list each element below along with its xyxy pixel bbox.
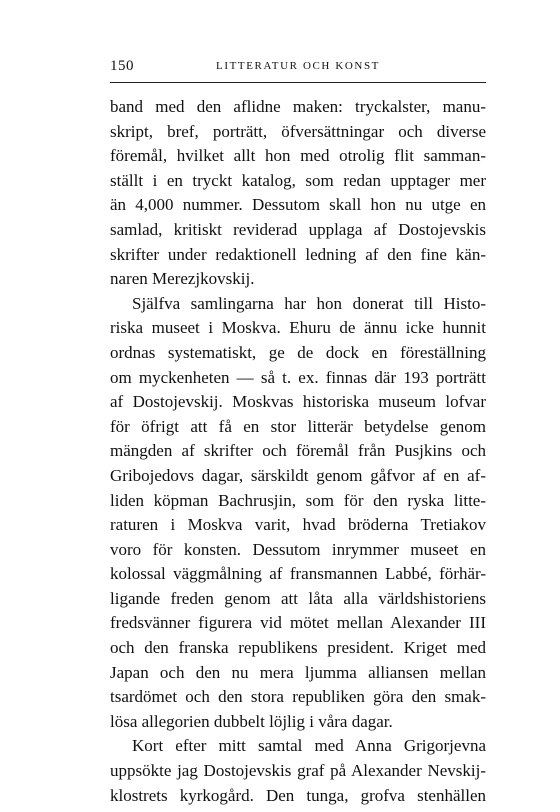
text-line: kolossal väggmålning af fransmannen Labbé, förhär- <box>110 564 486 584</box>
text-line: voro för konsten. Dessutom inrymmer museet en <box>110 539 486 559</box>
text-line: fredsvänner figurera vid mötet mellan Alexander III <box>110 613 486 633</box>
paragraph <box>110 95 486 292</box>
text-line: Kort efter mitt samtal med Anna Grigorjevna <box>132 736 486 756</box>
text-line: skript, bref, porträtt, öfversättningar och diverse <box>110 121 486 141</box>
text-line: än 4,000 nummer. Dessutom skall hon nu utge en <box>110 195 486 215</box>
text-line: ordnas systematiskt, ge de dock en föreställning <box>110 342 486 362</box>
text-line: Själfva samlingarna har hon donerat till Histo- <box>132 293 486 313</box>
text-line: riska museet i Moskva. Ehuru de ännu icke hunnit <box>110 318 486 338</box>
text-line: liden köpman Bachrusjin, som för den ryska litte- <box>110 490 486 510</box>
text-line: ställt i en tryckt katalog, som redan upptager mer <box>110 170 486 190</box>
header-rule <box>110 82 486 83</box>
text-line: mängden af skrifter och föremål från Pusjkins och <box>110 441 486 461</box>
page-header <box>110 58 486 78</box>
text-line: band med den aflidne maken: tryckalster, manu- <box>110 97 486 116</box>
text-line: samlad, kritiskt reviderad upplaga af Dostojevskis <box>110 219 486 239</box>
text-line: Gribojedovs dagar, särskildt genom gåfvor af en af- <box>110 465 486 485</box>
text-line: af Dostojevskij. Moskvas historiska museum lofvar <box>110 392 486 412</box>
text-line: skrifter under redaktionell ledning af den fine kän- <box>110 244 486 264</box>
text-line: naren Merezjkovskij. <box>110 269 255 289</box>
text-line: tsardömet och den stora republiken göra den smak- <box>110 687 486 707</box>
text-line: uppsökte jag Dostojevskis graf på Alexander Nevskij- <box>110 761 486 781</box>
page-number: 150 <box>110 58 134 74</box>
text-line: för öfrigt att få en stor litterär betydelse genom <box>110 416 486 436</box>
text-line: om myckenheten — så t. ex. finnas där 193 porträtt <box>110 367 486 387</box>
text-line: och den franska republikens president. Kriget med <box>110 638 486 658</box>
text-line: föremål, hvilket allt hon med otrolig flit samman- <box>110 146 486 166</box>
paragraph <box>110 292 486 735</box>
running-title: LITTERATUR OCH KONST <box>216 60 380 72</box>
text-line: Japan och den nu mera ljumma alliansen mellan <box>110 662 486 682</box>
body-text <box>110 95 486 808</box>
paragraph <box>110 734 486 808</box>
text-line: klostrets kyrkogård. Den tunga, grofva stenhällen <box>110 785 486 805</box>
text-line: lösa allegorien dubbelt löjlig i våra dagar. <box>110 711 393 731</box>
text-line: ligande freden genom att låta alla världshistoriens <box>110 588 486 608</box>
text-line: raturen i Moskva varit, hvad bröderna Tretiakov <box>110 515 486 535</box>
